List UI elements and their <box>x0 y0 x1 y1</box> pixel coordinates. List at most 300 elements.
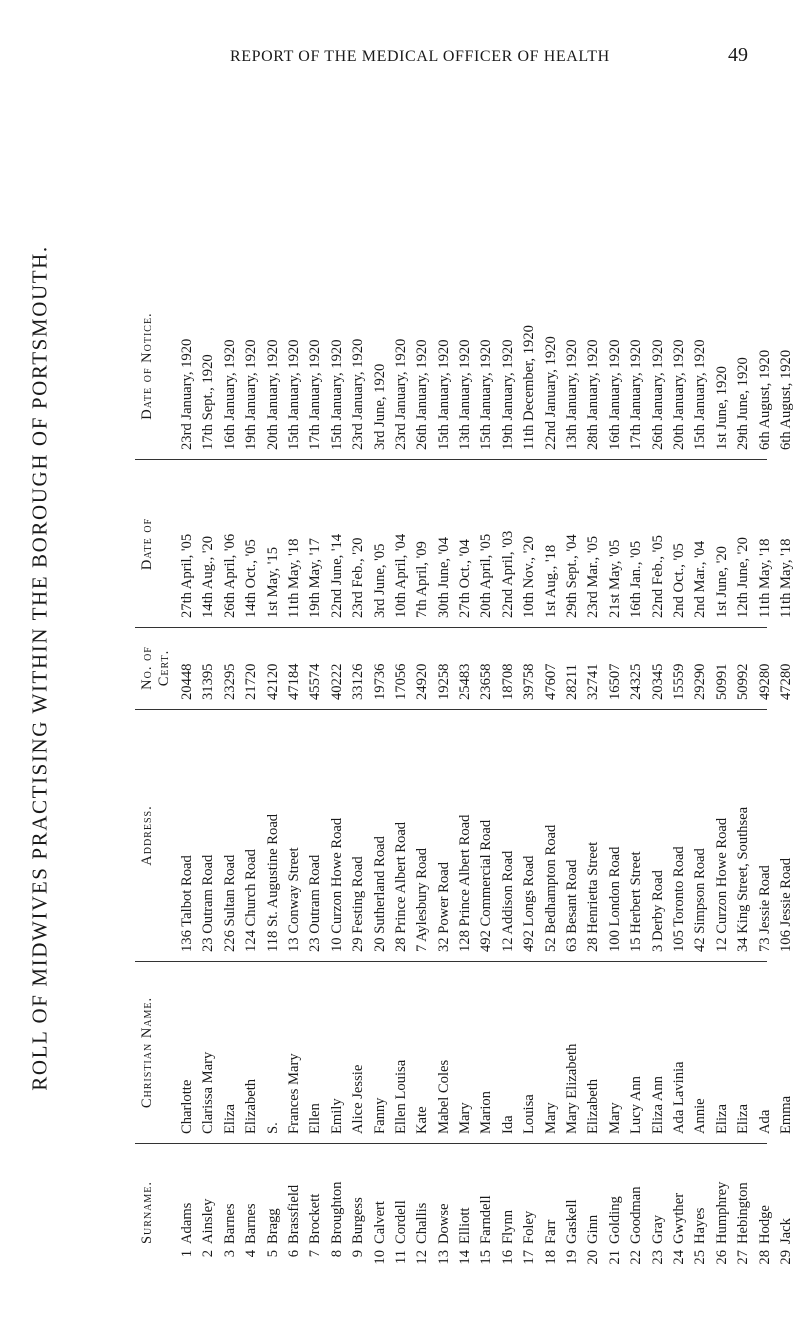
table-row-notice <box>476 280 497 450</box>
column-cert-date <box>135 464 794 624</box>
address-cell: 28 Henrietta Street <box>585 841 602 952</box>
table-row-date <box>305 468 326 618</box>
notice-cell: 22nd January, 1920 <box>542 336 559 450</box>
table-row-notice <box>370 280 391 450</box>
table-row-cert <box>733 634 754 700</box>
address-cell: 23 Outram Road <box>200 854 217 952</box>
cert-cell: 18708 <box>499 663 516 700</box>
date-cell: 10th April, '04 <box>392 533 409 618</box>
table-row-address <box>177 717 198 952</box>
table-row-address <box>776 717 797 952</box>
surname-cell: Barnes <box>221 1203 238 1244</box>
date-cell: 2nd Mar., '04 <box>692 540 709 618</box>
table-row-date <box>562 468 583 618</box>
address-cell: 12 Curzon Howe Road <box>713 817 730 952</box>
date-cell: 1st Aug., '18 <box>542 544 559 618</box>
notice-cell: 23rd January, 1920 <box>179 338 195 450</box>
table-row-cert <box>583 634 604 700</box>
cert-cell: 50991 <box>713 663 730 700</box>
row-number: 6 <box>285 1250 302 1258</box>
table-row-christian <box>690 969 711 1134</box>
address-cell: 20 Sutherland Road <box>371 836 388 952</box>
table-row-surname <box>327 1149 348 1274</box>
table-row-cert <box>669 634 690 700</box>
table-row-cert <box>498 634 519 700</box>
row-number: 27 <box>735 1250 752 1265</box>
address-cell: 118 St. Augustine Road <box>264 813 281 952</box>
table-row-christian <box>391 969 412 1134</box>
date-cell: 19th May, '17 <box>307 538 324 618</box>
table-row-surname <box>177 1149 198 1274</box>
notice-cell: 26th January, 1920 <box>649 339 666 450</box>
table-row-address <box>498 717 519 952</box>
date-cell: 26th April, '06 <box>221 533 238 618</box>
table-row-surname <box>733 1149 754 1274</box>
column-surname <box>135 1145 794 1280</box>
table-row-cert <box>455 634 476 700</box>
surname-cell: Humphrey <box>713 1181 730 1244</box>
table-row-surname <box>241 1149 262 1274</box>
surname-cell: Gray <box>649 1214 666 1244</box>
table-row-surname <box>626 1149 647 1274</box>
christian-cell: Eliza <box>713 1104 730 1134</box>
address-cell: 136 Talbot Road <box>179 855 195 952</box>
table-row-surname <box>648 1149 669 1274</box>
table-row-christian <box>583 969 604 1134</box>
table-row-cert <box>327 634 348 700</box>
cert-cell: 40222 <box>328 663 345 700</box>
table-row-surname <box>412 1149 433 1274</box>
table-row-notice <box>412 280 433 450</box>
date-cell: 27th Oct., '04 <box>457 539 474 618</box>
address-cell: 34 King Street, Southsea <box>735 806 752 952</box>
address-cell: 32 Power Road <box>435 862 452 952</box>
row-number: 9 <box>350 1250 367 1258</box>
table-row-notice <box>241 280 262 450</box>
row-number: 26 <box>713 1250 730 1265</box>
table-row-christian <box>348 969 369 1134</box>
table-row-address <box>519 717 540 952</box>
cert-cell: 23295 <box>221 663 238 700</box>
table-row-date <box>498 468 519 618</box>
date-cell: 29th Sept., '04 <box>564 534 581 618</box>
table-row-date <box>755 468 776 618</box>
column-christian-name <box>135 965 794 1140</box>
table-row-surname <box>348 1149 369 1274</box>
table-row-cert <box>541 634 562 700</box>
row-number: 20 <box>585 1250 602 1265</box>
cert-cell: 20448 <box>179 663 195 700</box>
table-row-address <box>605 717 626 952</box>
table-row-notice <box>391 280 412 450</box>
row-number: 16 <box>499 1250 516 1265</box>
surname-cell: Ginn <box>585 1214 602 1244</box>
christian-cell: Frances Mary <box>285 1053 302 1134</box>
table-row-address <box>348 717 369 952</box>
address-cell: 124 Church Road <box>243 849 260 952</box>
header-address: Address. <box>139 805 155 866</box>
notice-cell: 29th June, 1920 <box>735 357 752 450</box>
address-cell: 492 Commercial Road <box>478 819 495 952</box>
notice-cell: 13th January, 1920 <box>564 339 581 450</box>
notice-cell: 13th January, 1920 <box>457 339 474 450</box>
christian-cell: Emma <box>777 1095 794 1134</box>
table-row-cert <box>305 634 326 700</box>
table-row-address <box>370 717 391 952</box>
surname-cell: Ainsley <box>200 1198 217 1244</box>
table-row-address <box>263 717 284 952</box>
row-number: 24 <box>670 1250 687 1265</box>
table-row-surname <box>669 1149 690 1274</box>
table-row-date <box>541 468 562 618</box>
table-row-christian <box>198 969 219 1134</box>
table-row-date <box>669 468 690 618</box>
christian-cell: Elizabeth <box>243 1078 260 1134</box>
date-cell: 14th Oct., '05 <box>243 539 260 618</box>
surname-cell: Hodge <box>756 1205 773 1244</box>
christian-cell: Ada Lavinia <box>670 1061 687 1134</box>
table-row-cert <box>177 634 198 700</box>
notice-cell: 16th January, 1920 <box>221 339 238 450</box>
table-row-notice <box>626 280 647 450</box>
table-row-notice <box>498 280 519 450</box>
table-row-address <box>455 717 476 952</box>
notice-cell: 3rd June, 1920 <box>371 363 388 450</box>
christian-cell: Fanny <box>371 1097 388 1134</box>
table-row-address <box>476 717 497 952</box>
row-number: 11 <box>392 1250 409 1265</box>
table-row-surname <box>562 1149 583 1274</box>
surname-cell: Flynn <box>499 1209 516 1244</box>
date-cell: 22nd Feb., '05 <box>649 535 666 618</box>
table-row-surname <box>776 1149 797 1274</box>
table-row-christian <box>498 969 519 1134</box>
notice-cell: 15th January, 1920 <box>285 339 302 450</box>
surname-cell: Farr <box>542 1219 559 1244</box>
christian-cell: Ida <box>499 1115 516 1134</box>
table-row-notice <box>755 280 776 450</box>
table-row-christian <box>733 969 754 1134</box>
table-row-address <box>198 717 219 952</box>
christian-cell: Mary Elizabeth <box>564 1043 581 1134</box>
row-number: 10 <box>371 1250 388 1265</box>
table-row-notice <box>198 280 219 450</box>
table-row-date <box>220 468 241 618</box>
row-number: 13 <box>435 1250 452 1265</box>
table-row-date <box>412 468 433 618</box>
date-cell: 11th May, '18 <box>777 538 794 618</box>
table-row-christian <box>455 969 476 1134</box>
row-number: 4 <box>243 1250 260 1258</box>
surname-cell: Bragg <box>264 1208 281 1244</box>
header-christian-name: Christian Name. <box>139 996 155 1109</box>
table-row-surname <box>370 1149 391 1274</box>
table-row-date <box>519 468 540 618</box>
cert-cell: 39758 <box>521 663 538 700</box>
table-row-notice <box>434 280 455 450</box>
row-number: 21 <box>606 1250 623 1265</box>
table-row-cert <box>348 634 369 700</box>
table-row-address <box>434 717 455 952</box>
surname-cell: Hebington <box>735 1182 752 1244</box>
address-cell: 492 Longs Road <box>521 855 538 952</box>
header-cert-no: No. of Cert. <box>139 646 172 690</box>
table-row-cert <box>712 634 733 700</box>
table-row-surname <box>391 1149 412 1274</box>
header-notice-date: Date of Notice. <box>139 312 155 420</box>
column-divider <box>135 459 767 460</box>
table-row-notice <box>776 280 797 450</box>
table-row-address <box>648 717 669 952</box>
cert-cell: 24325 <box>628 663 645 700</box>
cert-cell: 25483 <box>457 663 474 700</box>
table-row-christian <box>776 969 797 1134</box>
notice-cell: 17th Sept., 1920 <box>200 354 217 450</box>
table-row-notice <box>541 280 562 450</box>
notice-cell: 15th January, 1920 <box>435 339 452 450</box>
table-row-cert <box>519 634 540 700</box>
date-cell: 12th June, '20 <box>735 537 752 618</box>
table-row-notice <box>583 280 604 450</box>
table-row-surname <box>305 1149 326 1274</box>
notice-cell: 19th January, 1920 <box>243 339 260 450</box>
notice-cell: 17th January, 1920 <box>628 339 645 450</box>
date-cell: 20th April, '05 <box>478 533 495 618</box>
notice-cell: 6th August, 1920 <box>756 349 773 450</box>
table-row-surname <box>455 1149 476 1274</box>
cert-cell: 21720 <box>243 663 260 700</box>
table-row-christian <box>476 969 497 1134</box>
table-row-notice <box>648 280 669 450</box>
table-row-date <box>626 468 647 618</box>
row-number: 23 <box>649 1250 666 1265</box>
table-row-date <box>241 468 262 618</box>
surname-cell: Brassfield <box>285 1184 302 1244</box>
address-cell: 29 Festing Road <box>350 856 367 952</box>
address-cell: 73 Jessie Road <box>756 865 773 952</box>
table-row-christian <box>605 969 626 1134</box>
date-cell: 23rd Feb., '20 <box>350 537 367 618</box>
table-row-cert <box>562 634 583 700</box>
date-cell: 1st June, '20 <box>713 546 730 618</box>
address-cell: 7 Aylesbury Road <box>414 847 431 952</box>
address-cell: 28 Prince Albert Road <box>392 821 409 952</box>
column-divider <box>135 1143 767 1144</box>
date-cell: 22nd June, '14 <box>328 533 345 618</box>
date-cell: 27th April, '05 <box>179 533 195 618</box>
address-cell: 42 Simpson Road <box>692 848 709 952</box>
table-row-address <box>562 717 583 952</box>
cert-cell: 49280 <box>756 663 773 700</box>
table-row-address <box>241 717 262 952</box>
surname-cell: Dowse <box>435 1203 452 1244</box>
surname-cell: Calvert <box>371 1201 388 1244</box>
row-number: 28 <box>756 1250 773 1265</box>
row-number: 8 <box>328 1250 345 1258</box>
cert-cell: 47607 <box>542 663 559 700</box>
row-number: 25 <box>692 1250 709 1265</box>
date-cell: 14th Aug., '20 <box>200 535 217 618</box>
table-row-date <box>327 468 348 618</box>
table-row-cert <box>434 634 455 700</box>
column-cert-no <box>135 630 794 706</box>
table-row-surname <box>541 1149 562 1274</box>
date-cell: 11th May, '18 <box>756 538 773 618</box>
surname-cell: Barnes <box>243 1203 260 1244</box>
table-row-address <box>583 717 604 952</box>
surname-cell: Gwyther <box>670 1192 687 1244</box>
date-cell: 30th June, '04 <box>435 537 452 618</box>
table-row-cert <box>605 634 626 700</box>
table-row-date <box>434 468 455 618</box>
cert-cell: 28211 <box>564 664 581 700</box>
table-row-cert <box>263 634 284 700</box>
table-row-surname <box>198 1149 219 1274</box>
row-number: 29 <box>777 1250 794 1265</box>
column-divider <box>135 961 767 962</box>
notice-cell: 15th January, 1920 <box>692 339 709 450</box>
christian-cell: Louisa <box>521 1094 538 1134</box>
table-row-surname <box>605 1149 626 1274</box>
table-row-cert <box>648 634 669 700</box>
date-cell: 11th May, '18 <box>285 538 302 618</box>
row-number: 1 <box>179 1250 195 1258</box>
christian-cell: Mary <box>542 1102 559 1134</box>
table-row-cert <box>690 634 711 700</box>
christian-cell: Clarissa Mary <box>200 1051 217 1134</box>
table-row-christian <box>241 969 262 1134</box>
page-number: 49 <box>728 44 748 66</box>
christian-cell: Lucy Ann <box>628 1076 645 1134</box>
table-row-surname <box>583 1149 604 1274</box>
table-row-notice <box>519 280 540 450</box>
notice-cell: 20th January, 1920 <box>264 339 281 450</box>
address-cell: 226 Sultan Road <box>221 854 238 952</box>
cert-cell: 16507 <box>606 663 623 700</box>
table-row-date <box>583 468 604 618</box>
christian-cell: Eliza <box>735 1104 752 1134</box>
surname-cell: Foley <box>521 1210 538 1244</box>
cert-cell: 19258 <box>435 663 452 700</box>
christian-cell: Mary <box>606 1102 623 1134</box>
row-number: 2 <box>200 1250 217 1258</box>
address-cell: 13 Conway Street <box>285 847 302 952</box>
surname-cell: Cordell <box>392 1200 409 1244</box>
notice-cell: 23rd January, 1920 <box>350 338 367 450</box>
table-row-address <box>626 717 647 952</box>
table-row-address <box>220 717 241 952</box>
table-row-cert <box>476 634 497 700</box>
christian-cell: Mabel Coles <box>435 1059 452 1134</box>
table-row-date <box>263 468 284 618</box>
table-row-christian <box>220 969 241 1134</box>
surname-cell: Hayes <box>692 1207 709 1244</box>
table-row-christian <box>263 969 284 1134</box>
table-row-cert <box>391 634 412 700</box>
table-row-address <box>733 717 754 952</box>
table-row-date <box>648 468 669 618</box>
table-row-address <box>690 717 711 952</box>
christian-cell: Annie <box>692 1098 709 1134</box>
cert-cell: 47184 <box>285 663 302 700</box>
date-cell: 21st May, '05 <box>606 539 623 618</box>
row-number: 14 <box>457 1250 474 1265</box>
column-divider <box>135 627 767 628</box>
surname-cell: Brockett <box>307 1193 324 1244</box>
date-cell: 1st May, '15 <box>264 546 281 618</box>
date-cell: 3rd June, '05 <box>371 543 388 618</box>
table-row-surname <box>712 1149 733 1274</box>
christian-cell: Marion <box>478 1091 495 1134</box>
table-row-date <box>605 468 626 618</box>
table-row-date <box>690 468 711 618</box>
table-row-christian <box>669 969 690 1134</box>
table-row-cert <box>284 634 305 700</box>
midwives-table <box>135 110 794 1280</box>
address-cell: 12 Addison Road <box>499 850 516 952</box>
table-row-christian <box>370 969 391 1134</box>
page-header: REPORT OF THE MEDICAL OFFICER OF HEALTH <box>230 48 610 65</box>
address-cell: 100 London Road <box>606 846 623 952</box>
table-row-notice <box>177 280 198 450</box>
surname-cell: Challis <box>414 1202 431 1244</box>
table-row-christian <box>284 969 305 1134</box>
surname-cell: Elliott <box>457 1207 474 1244</box>
table-row-address <box>541 717 562 952</box>
row-number: 19 <box>564 1250 581 1265</box>
table-row-notice <box>284 280 305 450</box>
table-row-christian <box>712 969 733 1134</box>
cert-cell: 29290 <box>692 663 709 700</box>
table-row-surname <box>220 1149 241 1274</box>
table-row-date <box>177 468 198 618</box>
cert-cell: 19736 <box>371 663 388 700</box>
address-cell: 63 Besant Road <box>564 859 581 952</box>
table-row-date <box>476 468 497 618</box>
notice-cell: 23rd January, 1920 <box>392 338 409 450</box>
table-row-christian <box>562 969 583 1134</box>
table-row-address <box>284 717 305 952</box>
christian-cell: Charlotte <box>179 1079 195 1134</box>
row-number: 22 <box>628 1250 645 1265</box>
table-row-address <box>669 717 690 952</box>
cert-cell: 50992 <box>735 663 752 700</box>
date-cell: 2nd Oct., '05 <box>670 543 687 618</box>
table-row-date <box>776 468 797 618</box>
table-row-notice <box>263 280 284 450</box>
table-row-cert <box>412 634 433 700</box>
table-row-notice <box>712 280 733 450</box>
address-cell: 10 Curzon Howe Road <box>328 817 345 952</box>
date-cell: 23rd Mar., '05 <box>585 535 602 618</box>
cert-cell: 45574 <box>307 663 324 700</box>
date-cell: 22nd April, '03 <box>499 530 516 618</box>
cert-cell: 17056 <box>392 663 409 700</box>
surname-cell: Gaskell <box>564 1199 581 1244</box>
table-row-notice <box>669 280 690 450</box>
header-cert-date: Date of <box>139 517 155 571</box>
notice-cell: 26th January, 1920 <box>414 339 431 450</box>
table-row-christian <box>177 969 198 1134</box>
row-number: 15 <box>478 1250 495 1265</box>
table-row-date <box>348 468 369 618</box>
date-cell: 10th Nov., '20 <box>521 536 538 618</box>
table-row-surname <box>476 1149 497 1274</box>
row-number: 5 <box>264 1250 281 1258</box>
table-row-address <box>391 717 412 952</box>
table-row-notice <box>605 280 626 450</box>
row-number: 12 <box>414 1250 431 1265</box>
